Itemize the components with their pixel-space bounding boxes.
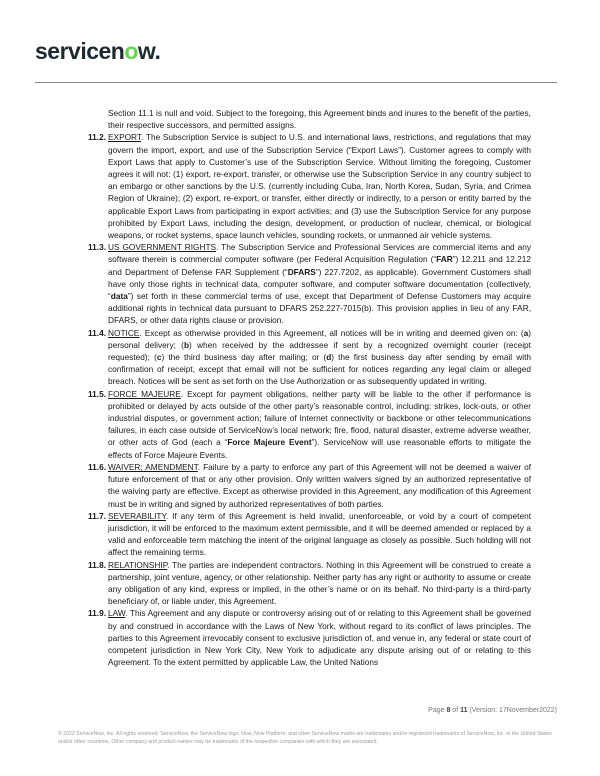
section-heading-us-government-rights: US GOVERNMENT RIGHTS: [108, 242, 217, 253]
section-text: . If any term of this Agreement is held invalid, unenforceable, or void by a court of competent jurisdiction, it will be enforced to the maximum extent permissible, and it will be deemed amended or replaced by a valid and enforceable term matching the intent of the original language as closely as possible. Such holding will not affect the remaining terms.: [108, 510, 531, 558]
lead-paragraph: Section 11.1 is null and void. Subject to the foregoing, this Agreement binds and inures to the benefit of the parties, their respective successors, and permitted assigns.: [108, 108, 531, 131]
section-11-4: [88, 327, 531, 388]
copyright-footer: © 2022 ServiceNow, Inc. All rights reserved. ServiceNow, the ServiceNow logo, Now, Now Platform, and other ServiceNow marks are trademarks and/or registered trademarks of ServiceNow, Inc. in the United States and/or other countries. Other company and product names may be trademarks of the respective companies with which they are associated.: [58, 731, 552, 745]
section-number: 11.5.: [88, 388, 106, 399]
section-number: 11.3.: [88, 242, 106, 253]
section-number: 11.9.: [88, 608, 106, 619]
page-label: Page: [428, 707, 447, 714]
section-heading-force-majeure: FORCE MAJEURE: [108, 388, 181, 399]
logo-text-start: servicen: [35, 38, 125, 64]
section-heading-notice: NOTICE: [108, 327, 140, 338]
page-indicator: [428, 707, 557, 714]
section-text: ) when received by the addressee if sent by a recognized overnight courier (receipt requested); (: [108, 339, 531, 363]
list-marker: d: [326, 352, 332, 363]
section-text: ) the third business day after mailing; or (: [161, 352, 327, 363]
logo-o-mark: o: [124, 38, 138, 64]
section-heading-severability: SEVERABILITY: [108, 510, 166, 521]
section-text: ”) 227.7202, as applicable). Government Customers shall have only those rights in technical data, computer software, and computer software documentation (collectively, “: [108, 266, 531, 302]
section-number: 11.7.: [88, 510, 106, 521]
section-text: . This Agreement and any dispute or controversy arising out of or relating to this Agreement shall be governed by and construed in accordance with the Laws of New York, without regard to its conflict of laws principles. The parties to this Agreement irrevocably consent to exclusive jurisdiction of, and venue in, any federal or state court of competent jurisdiction in New York City, New York to adjudicate any dispute arising out of or relating to this Agreement. To the extent permitted by applicable Law, the United Nations: [108, 608, 531, 668]
version-label: (Version: 17November2022): [467, 707, 557, 714]
section-heading-waiver-amendment: WAIVER; AMENDMENT: [108, 461, 198, 472]
section-number: 11.4.: [88, 327, 106, 338]
page-number: 8: [446, 707, 451, 714]
section-11-9: [88, 607, 531, 668]
section-text: . Failure by a party to enforce any part of this Agreement will not be deemed a waiver of future enforcement of that or any other provision. Only written waivers signed by an authorized representative of the waiving party are effective. Except as otherwise provided in this Agreement, any modification of this Agreement must be in writing and signed by authorized representatives of both parties.: [108, 461, 532, 509]
list-marker: a: [523, 327, 529, 338]
header-divider: [35, 82, 557, 83]
section-text: . The Subscription Service and Professional Services are commercial items and any software therein is commercial computer software (per Federal Acquisition Regulation (“: [108, 242, 531, 265]
section-text: . Except as otherwise provided in this Agreement, all notices will be in writing and deemed given on: (: [139, 327, 524, 338]
section-text: . Except for payment obligations, neither party will be liable to the other if performance is prohibited or delayed by acts outside of the other party’s reasonable control, including: strikes, lock-outs, or other industrial disputes, or government action; failure of Internet connectivity or backbone or other telecommunications failures, in each case outside of ServiceNow’s local network; fire, flood, natural disaster, extreme adverse weather, or other acts of God (each a “: [108, 388, 531, 448]
defined-term: data: [110, 291, 128, 302]
section-heading-export: EXPORT: [108, 132, 142, 143]
section-number: 11.8.: [88, 559, 106, 570]
page-of: of: [450, 707, 461, 714]
section-text: . The parties are independent contractors. Nothing in this Agreement will be construed to create a partnership, joint venture, agency, or other relationship. Neither party has any right or authority to assume or create any obligation of any kind, express or implied, in the other’s name or on its behalf. No third-party is a third-party beneficiary of, or liable under, this Agreement.: [108, 559, 531, 607]
servicenow-logo: [35, 40, 160, 63]
section-text: ) personal delivery; (: [108, 327, 531, 350]
section-number: 11.6.: [88, 461, 106, 472]
section-11-8: [88, 559, 531, 608]
list-marker: c: [156, 352, 162, 363]
defined-term: Force Majeure Event: [227, 437, 312, 448]
section-text: ”) set forth in these commercial terms of use, except that Department of Defense Customers may acquire additional rights in technical data pursuant to DFARS 252.227-7015(b). This provision applies in lieu of any FAR, DFARS, or other data rights clause or provision.: [108, 291, 531, 326]
section-11-7: [88, 510, 531, 559]
defined-term: FAR: [436, 254, 453, 265]
section-11-2: [88, 131, 531, 241]
page-total: 11: [460, 707, 468, 714]
list-marker: b: [183, 339, 190, 350]
section-heading-relationship: RELATIONSHIP: [108, 559, 168, 570]
section-number: 11.2.: [88, 132, 106, 143]
section-text: ”) 12.211 and 12.212 and Department of Defense FAR Supplement (“: [108, 254, 531, 277]
section-11-3: [88, 241, 531, 326]
logo-text-end: w.: [137, 38, 161, 64]
section-11-6: [88, 461, 531, 510]
section-text: ”). ServiceNow will use reasonable efforts to mitigate the effects of Force Majeure Events.: [108, 437, 531, 460]
section-heading-law: LAW: [108, 608, 126, 619]
section-text: ) the first business day after sending by email with confirmation of receipt, except that email will not be sufficient for notices regarding any legal claim or alleged breach. Notices will be sent as set forth on the Use Authorization or as subsequently updated in writing.: [108, 352, 531, 387]
defined-term: DFARS: [287, 266, 316, 277]
document-body: [88, 107, 531, 668]
section-11-5: [88, 388, 531, 461]
section-text: . The Subscription Service is subject to U.S. and international laws, restrictions, and regulations that may govern the import, export, and use of the Subscription Service (“Export Laws”). Customer agrees to comply with Export Laws that apply to Customer’s use of the Subscription Service. Without limiting the foregoing, Customer agrees it will not: (1) export, re-export, transfer, or otherwise use the Subscription Service in any country subject to an embargo or other sanctions by the U.S. (currently including Cuba, Iran, North Korea, Sudan, Syria, and Crimea Region of Ukraine); (2) export, re-export, or transfer, either directly or indirectly, to a person or entity barred by the applicable Export Laws from participating in export activities; and (3) use the Subscription Service for any purpose prohibited by Export Laws, including the design, development, or production of nuclear, chemical, or biological weapons, or rocket systems, space launch vehicles, sounding rockets, or unmanned air vehicle systems.: [108, 132, 531, 241]
